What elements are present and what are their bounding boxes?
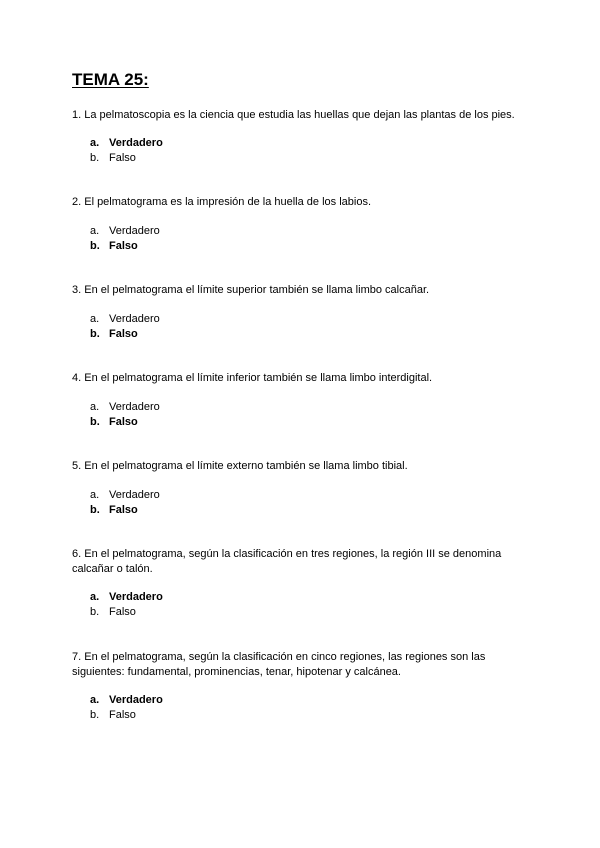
option-letter: a. (90, 137, 100, 149)
option-letter: b. (90, 415, 100, 428)
option-a (90, 400, 160, 415)
question-5: 5. En el pelmatograma el límite externo también se llama limbo tibial. (72, 460, 408, 472)
option-letter: b. (90, 708, 100, 721)
question-3: 3. En el pelmatograma el límite superior también se llama limbo calcañar. (72, 284, 430, 296)
options-6 (90, 590, 163, 619)
option-letter: a. (90, 591, 100, 603)
option-text: Falso (109, 503, 138, 516)
option-a (90, 224, 160, 239)
question-2: 2. El pelmatograma es la impresión de la huella de los labios. (72, 196, 371, 208)
options-2 (90, 224, 160, 253)
option-b (90, 239, 160, 254)
option-b (90, 605, 163, 620)
option-letter: a. (90, 489, 100, 501)
option-b (90, 151, 163, 166)
options-5 (90, 488, 160, 517)
option-text: Verdadero (109, 137, 163, 149)
options-1 (90, 136, 163, 165)
option-a (90, 488, 160, 503)
option-text: Falso (109, 151, 136, 164)
options-4 (90, 400, 160, 429)
option-b (90, 327, 160, 342)
option-b (90, 708, 163, 723)
option-text: Verdadero (109, 591, 163, 603)
option-letter: a. (90, 401, 100, 413)
option-letter: a. (90, 225, 100, 237)
options-7 (90, 693, 163, 722)
option-a (90, 590, 163, 605)
option-a (90, 136, 163, 151)
option-text: Verdadero (109, 313, 160, 325)
option-letter: b. (90, 239, 100, 252)
option-letter: b. (90, 151, 100, 164)
question-7: 7. En el pelmatograma, según la clasificación en cinco regiones, las regiones son las siguientes: fundamental, prominencias, tenar, hipotenar y calcánea. (72, 651, 486, 678)
options-3 (90, 312, 160, 341)
option-text: Falso (109, 708, 136, 721)
option-text: Verdadero (109, 694, 163, 706)
option-b (90, 415, 160, 430)
option-text: Verdadero (109, 225, 160, 237)
option-letter: b. (90, 327, 100, 340)
question-4: 4. En el pelmatograma el límite inferior también se llama limbo interdigital. (72, 372, 433, 384)
option-text: Verdadero (109, 401, 160, 413)
option-text: Verdadero (109, 489, 160, 501)
option-letter: b. (90, 503, 100, 516)
option-b (90, 503, 160, 518)
option-text: Falso (109, 239, 138, 252)
page-title: TEMA 25: (72, 70, 149, 89)
question-6: 6. En el pelmatograma, según la clasificación en tres regiones, la región III se denomina calcañar o talón. (72, 548, 502, 575)
question-1: 1. La pelmatoscopia es la ciencia que estudia las huellas que dejan las plantas de los pies. (72, 109, 515, 121)
option-a (90, 693, 163, 708)
option-text: Falso (109, 415, 138, 428)
option-letter: b. (90, 605, 100, 618)
option-text: Falso (109, 327, 138, 340)
option-text: Falso (109, 605, 136, 618)
option-letter: a. (90, 313, 100, 325)
option-letter: a. (90, 694, 100, 706)
option-a (90, 312, 160, 327)
